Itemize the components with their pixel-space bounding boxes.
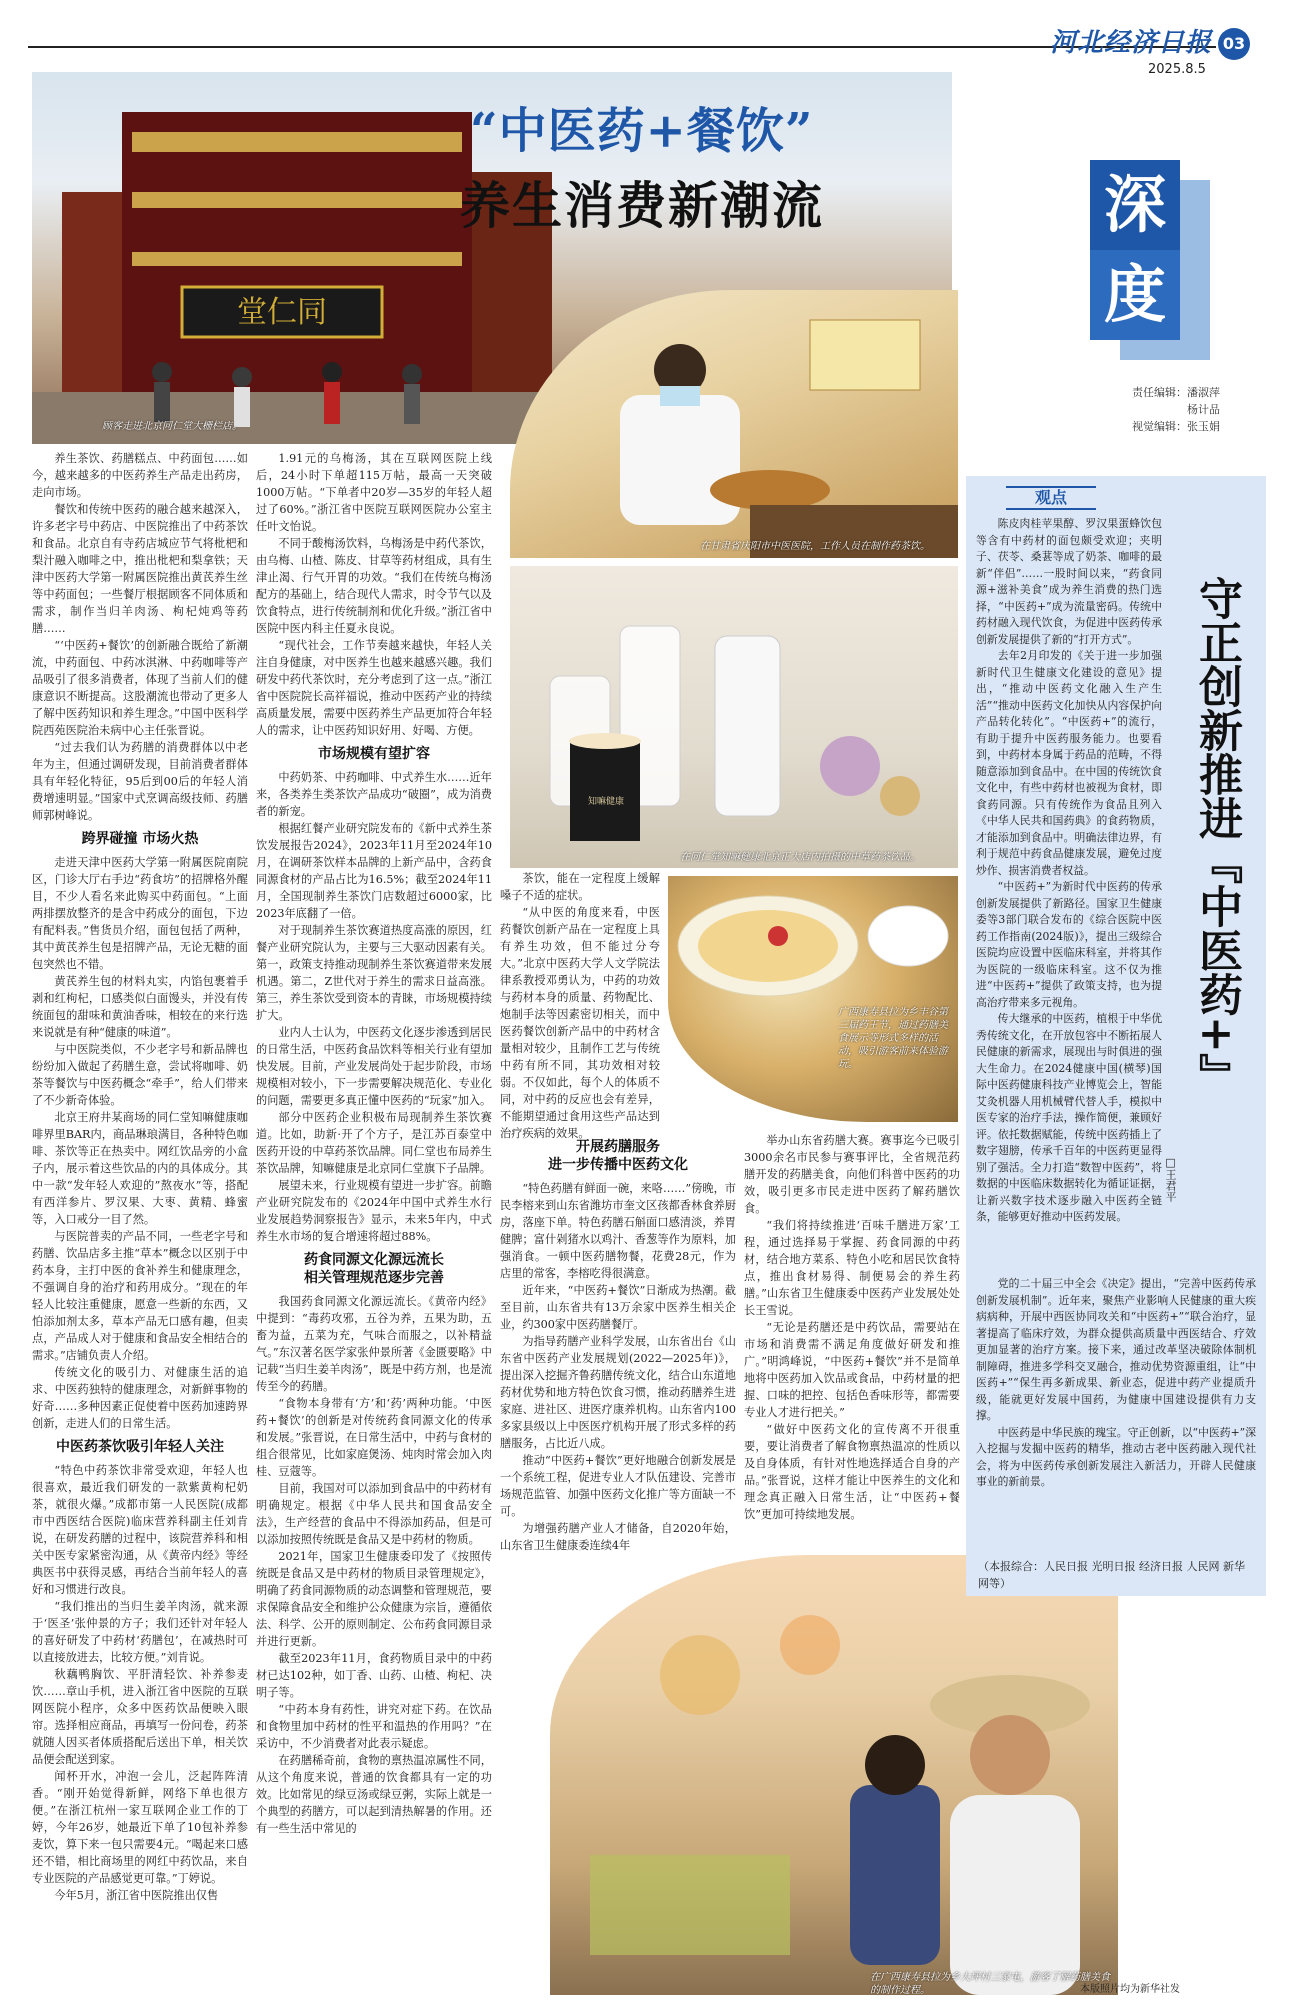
paragraph: 根据红餐产业研究院发布的《新中式养生茶饮发展报告2024》，2023年11月至2024年10月，在调研茶饮样本品牌的上新产品中，含药食同源食材的产品占比为16.5%；截至2024年11月，全国现制养生茶饮门店数超过6000家，比2023年底翻了一倍。: [256, 822, 492, 920]
paragraph: 2021年，国家卫生健康委印发了《按照传统既是食品又是中药材的物质目录管理规定》，明确了药食同源物质的动态调整和管理规范，要求保障食品安全和维护公众健康为宗旨，遵循依法、科学、公开的原则制定、公布药食同源目录并进行更新。: [256, 1550, 492, 1648]
photo-pharmacist-making-tea: [510, 290, 958, 558]
cup-brand: 知嘛健康: [588, 797, 625, 807]
article-column-1: [32, 450, 248, 1998]
article-column-2: [256, 450, 492, 1998]
col1-paras-3: [32, 1462, 248, 1904]
section-badge: [1090, 160, 1210, 370]
headline-line-2: 养生消费新潮流: [460, 176, 824, 235]
photo-medicinal-soup: [668, 876, 958, 1122]
paragraph: “从中医的角度来看，中医药餐饮创新产品在一定程度上具有养生功效，但不能过分夸大。”北京中医药大学人文学院法律系教授邓勇认为，中药的功效与药材本身的质量、药物配比、炮制手法等因素密切相关，而中医药餐饮创新产品中的中药材含量相对较少，且制作工艺与传统中药有所不同，其功效相对较弱。不仅如此，每个人的体质不同，对中药的反应也会有差异，不能期望通过食用这些产品达到治疗疾病的效果。: [500, 906, 660, 1140]
paragraph: “过去我们认为药膳的消费群体以中老年为主，但通过调研发现，目前消费者群体具有年轻化特征，95后到00后的年轻人消费增速明显。”国家中式烹调高级技师、药膳师郭树峰说。: [32, 741, 248, 822]
paragraph: 近年来，“中医药+餐饮”日渐成为热潮。截至目前，山东省共有13万余家中医养生相关企业，约300家中医药膳餐厅。: [500, 1284, 736, 1331]
subhead-medicinal-service-1: 开展药膳服务: [576, 1139, 660, 1155]
paragraph: “特色中药茶饮非常受欢迎，年轻人也很喜欢，最近我们研发的一款紫黄枸杞奶茶，就很火爆。”成都市第一人民医院(成都市中西医结合医院)临床营养科副主任刘肯说，在研发药膳的过程中，该院营养科和相关中医专家紧密沟通，从《黄帝内经》等经典医书中获得灵感，再结合当前年轻人的喜好和习惯进行改良。: [32, 1464, 248, 1596]
col2-paras: [256, 450, 492, 739]
paragraph: 展望未来，行业规模有望进一步扩容。前瞻产业研究院发布的《2024年中国中式养生水行业发展趋势洞察报告》显示，未来5年内，中式养生水市场的复合增速将超过88%。: [256, 1179, 492, 1243]
photo-3-caption: 在同仁堂知嘛健康北京正大店内拍摄的中草药茶饮品。: [680, 852, 920, 863]
paragraph: 推动“中医药+餐饮”更好地融合创新发展是一个系统工程，促进专业人才队伍建设、完善市场规范监管、加强中医药文化推广等方面缺一不可。: [500, 1454, 736, 1518]
soup-illustration: [668, 876, 958, 1122]
article-column-4: [744, 1132, 960, 1552]
opinion-paragraph: 党的二十届三中全会《决定》提出，“完善中医药传承创新发展机制”。近年来，聚焦产业影响人民健康的重大疾病病种，开展中西医协同攻关和“中医药+”“联合治疗，显著提高了临床疗效，为群众提供高质量中西医结合、疗效更加显著的治疗方案。接下来，通过改革坚决破除体制机制障碍，推进多学科交叉融合，推动优势资源重组，让“中医药+”“保生再多新成果、新业态，促进中药产业提质升级，能就更好发展中国药，为健康中国建设提供有力支撑。: [976, 1277, 1256, 1422]
subhead-tea-young: 中医药茶饮吸引年轻人关注: [56, 1439, 224, 1455]
opinion-source: （本报综合：人民日报 光明日报 经济日报 人民网 新华网等）: [978, 1560, 1245, 1590]
top-rule: [28, 46, 1216, 48]
pharmacist-illustration: [510, 290, 958, 558]
photo-1-caption: 顾客走进北京同仁堂大栅栏店。: [102, 421, 242, 432]
article-column-3: [500, 870, 660, 1140]
opinion-label-text: 观点: [1034, 488, 1067, 507]
page-number: 03: [1222, 34, 1246, 53]
photo-5-caption: 在广西康寿县拉为乡大坪村三家屯，游客了解药膳美食的制作过程。: [870, 1972, 1110, 1996]
paragraph: “现代社会，工作节奏越来越快，年轻人关注自身健康，对中医养生也越来越感兴趣。我们研发中药代茶饮时，充分考虑到了这一点。”浙江省中医院院长高祥福说，推动中医药产业的持续高质量发展，需要中医药养生产品更加符合年轻人的需求，让中医药知识好用、好喝、方便。: [256, 639, 492, 737]
svg-text:堂仁同: 堂仁同: [237, 295, 327, 330]
paragraph: 北京王府井某商场的同仁堂知嘛健康咖啡界里BAR内，商品琳琅满目，各种特色咖啡、茶饮等正在热卖中。网红饮品旁的小盒子内，展示着这些饮品的内的具体成分。其中一款“发年轻人欢迎的”熬夜水”等，搭配有西洋参片、罗汉果、大枣、黄精、蜂蜜等，入口戒分一目了然。: [32, 1111, 248, 1226]
opinion-body-upper: [976, 516, 1162, 1276]
paragraph: 与医院普卖的产品不同，一些老字号和药膳、饮品店多主推“草本”概念以区别于中药本身，主打中医的食补养生和健康理念，不强调自身的治疗和药用成分。“现在的年轻人比较注重健康，愿意一些新的东西，又怕添加剂太多，草本产品无口感有趣，但卖点，产品成人对于健康和食品安全相结合的需求。”店铺负责人介绍。: [32, 1230, 248, 1362]
paragraph: 茶饮，能在一定程度上缓解嗓子不适的症状。: [500, 872, 660, 902]
editor-line: 视觉编辑：张玉娟: [1132, 420, 1220, 433]
paragraph: 为增强药膳产业人才储备，自2020年始，山东省卫生健康委连续4年: [500, 1522, 736, 1552]
opinion-paragraph: “中医药+”为新时代中医药的传承创新发展提供了新路径。国家卫生健康委等3部门联合发布的《综合医院中医药工作指南(2024版)》，提出三级综合医院均应设置中医临床科室，并将其作为医院的一级临床科室。这不仅为推进“中医药+”提供了政策支持，也为提高治疗带来多元视角。: [976, 880, 1162, 1009]
paragraph: “食物本身带有‘方’和‘药’两种功能。‘中医药+餐饮’的创新是对传统药食同源文化的传承和发展。”张晋说，在日常生活中，中药与食材的组合很常见，比如家庭煲汤、炖肉时常会加入肉桂、豆蔻等。: [256, 1397, 492, 1478]
paragraph: 为指导药膳产业科学发展，山东省出台《山东省中医药产业发展规划(2022—2025年)》，提出深入挖掘齐鲁药膳传统文化，结合山东道地药材优势和地方特色饮食习惯，推动药膳养生进家庭、进社区、进医疗康养机构。山东省内100多家县级以上中医医疗机构开展了形式多样的药膳服务，占比近八成。: [500, 1335, 736, 1450]
photo-4-caption: [838, 1006, 948, 1071]
paragraph: “我们将持续推进‘百味千膳进万家’工程，通过选择易于掌握、药食同源的中药材，结合地方菜系、特色小吃和居民饮食特点，推出食材易得、制便易会的养生药膳。”山东省卫生健康委中医药产业发展处处长王雪说。: [744, 1219, 960, 1317]
opinion-paragraph: 去年2月印发的《关于进一步加强新时代卫生健康文化建设的意见》提出，“推动中医药文化融入生产生活”“推动中医药文化加快从内容保护向产品转化转化”。“中医药+”的流行，有助于提升中医药服务能力。也要看到，中药材本身属于药品的范畴，不得随意添加到食品中。在中国的传统饮食文化中，有些中药材也被视为食材，即食药同源。只有传统作为食品且列入《中华人民共和国药典》的食药物质，才能添加到食品中。明确法律边界，有利于规范中药食品健康发展，避免过度炒作、损害消费者权益。: [976, 649, 1162, 877]
paragraph: 餐饮和传统中医药的融合越来越深入，许多老字号中药店、中医院推出了中药茶饮和食品。北京自有寺药店城应节气将枇杷和梨汁融入咖啡之中，推出枇杷和梨拿铁；天津中医药大学第一附属医院推出黄芪养生丝等中药面包；一些餐厅根据顾客不同体质和需求，制作当归羊肉汤、枸杞炖鸡等药膳……: [32, 503, 248, 635]
subhead-medicinal-service-2: 进一步传播中医药文化: [548, 1157, 688, 1173]
paragraph: 1.91元的乌梅汤，其在互联网医院上线后，24小时下单超115万帖，最高一天突破1000万帖。“下单者中20岁—35岁的年轻人超过了60%。”浙江省中医院互联网医院办公室主任叶文怡说。: [256, 452, 492, 533]
paragraph: “中药本身有药性，讲究对症下药。在饮品和食物里加中药材的性平和温热的作用吗？”在采访中，不少消费者对此表示疑虑。: [256, 1703, 492, 1750]
paragraph: 今年5月，浙江省中医院推出仅售: [54, 1889, 219, 1902]
col1-paras: [32, 450, 248, 824]
opinion-label: [1006, 486, 1096, 510]
paragraph: 黄芪养生包的材料丸实，内馅包裹着手剥和红枸杞，口感类似白面馒头，并没有传统面包的甜味和黄油香味，相较在的来行选来说就是有种“健康的味道”。: [32, 975, 248, 1039]
opinion-paragraph: 陈皮肉桂苹果醇、罗汉果蛋蜂饮包等含有中药材的面包颇受欢迎；夹明子、茯苓、桑葚等成了奶茶、咖啡的最新“伴侣”……一股时间以来，“药食同源+滋补美食”成为养生消费的热门选择，“中医药+”成为流量密码。传统中药材融入现代饮食，为促进中医药传承创新发展提供了新的“打开方式”。: [976, 517, 1162, 646]
paragraph: 部分中医药企业积极布局现制养生茶饮赛道。比如，助新·开了个方子，是江苏百泰堂中医药开设的中草药茶饮品牌。同仁堂也布局养生茶饮品牌，知嘛健康是北京同仁堂旗下子品牌。: [256, 1111, 492, 1175]
section-char-2: 度: [1090, 250, 1180, 340]
opinion-paragraph: 传大继承的中医药，植根于中华优秀传统文化，在开放包容中不断拓展人民健康的新需求，展现出与时俱进的强大生命力。在2024健康中国(横琴)国际中医药健康科技产业博览会上，智能艾灸机器人用机械臂代替人手，模拟中医专家的治疗手法，操作简便，兼顾好评。依托数据赋能，传统中医药插上了数字翅膀，传承千百年的中医药更显得别了强活。全力打造“数智中医药”，将数据的中医临床数据转化为循证证据，让新兴数字技术逐步融入中医药全链条，能够更好推动中医药发展。: [976, 1012, 1162, 1223]
editors-box: [1090, 384, 1220, 435]
col4-paras: [744, 1132, 960, 1523]
photo-credit: 本版照片均为新华社发: [1080, 1984, 1180, 1995]
paragraph: 举办山东省药膳大赛。赛事迄今已吸引3000余名市民参与赛事评比，全省规范药膳开发的药膳美食，向他们科普中医药的功效，吸引更多市民走进中医药了解药膳饮食。: [744, 1134, 960, 1215]
paragraph: 中药奶茶、中药咖啡、中式养生水……近年来，各类养生类茶饮产品成功“破圈”，成为消费者的新宠。: [256, 771, 492, 818]
subhead-food-medicine-2: 相关管理规范逐步完善: [304, 1270, 444, 1286]
col3-paras-2: [500, 1180, 736, 1554]
opinion-title: 守正创新推进『中医药+』: [1191, 576, 1242, 1097]
headline-line-1: “中医药+餐饮”: [470, 103, 814, 159]
market-illustration: [550, 1555, 1118, 1995]
masthead-name: 河北经济日报: [1050, 28, 1213, 58]
subhead-cross-border: 跨界碰撞 市场火热: [81, 831, 199, 847]
paragraph: “特色药膳有鲜面一碗，来咯……”傍晚，市民李榕来到山东省潍坊市奎文区孩都香林食养厨房，落座下单。特色药膳石斛面口感清淡，养胃健脾；富什剁猪水以鸡汁、香葱等作为原料，加强消食。一顿中医药膳物餐，花费28元，作为店里的常客，李榕吃得很满意。: [500, 1182, 736, 1280]
editor-line: 责任编辑：潘淑萍: [1132, 386, 1220, 399]
paragraph: 在药膳稀奇前，食物的禀热温凉属性不同，从这个角度来说，普通的饮食都具有一定的功效。比如常见的绿豆汤或绿豆粥，实际上就是一个典型的药膳方，可以起到清热解暑的作用。还有一些生活中常见的: [256, 1754, 492, 1835]
paragraph: 闻杯开水，冲泡一会儿，泛起阵阵清香。“刚开始觉得新鲜，网络下单也很方便。”在浙江杭州一家互联网企业工作的丁婷，今年26岁，她最近下单了10包补养参麦饮，算下来一包只需要4元。“喝起来口感还不错，相比商场里的网红中药饮品，来自专业医院的产品感觉更可靠。”丁婷说。: [32, 1770, 248, 1885]
opinion-box: [966, 476, 1266, 1596]
paragraph: 传统文化的吸引力、对健康生活的追求、中医药独特的健康理念，对新鲜事物的好奇……多种因素正促使着中医药加速跨界创新，走进人们的日常生活。: [32, 1366, 248, 1430]
col3-paras: [500, 870, 660, 1142]
paragraph: 走进天津中医药大学第一附属医院南院区，门诊大厅右手边“药食坊”的招牌格外醒目，不少人看名来此购买中药面包。“上面两排摆放整齐的是含中药成分的面包，下边有配料表。”售货员介绍，面包包括了两种，其中黄芪养生包是招牌产品，无论无糖的面包突然也不错。: [32, 856, 248, 971]
page-number-badge: [1218, 28, 1250, 60]
paragraph: 与中医院类似，不少老字号和新品牌也纷纷加入做起了药膳生意，尝试将咖啡、奶茶等餐饮与中医药概念“牵手”，给人们带来了不少新奇体验。: [32, 1043, 248, 1107]
paragraph: “‘中医药+餐饮’的创新融合既给了新潮流，中药面包、中药冰淇淋、中药咖啡等产品吸引了很多消费者，体现了当前人们的健康意识不断提高。这股潮流也带动了更多人了解中医药知识和养生理念。”中国中医科学院西苑医院治未病中心主任张晋说。: [32, 639, 248, 737]
paragraph: “我们推出的当归生姜羊肉汤，就来源于‘医圣’张仲景的方子；我们还针对年轻人的喜好研发了中药材‘药膳包’，在减热时可以直接放进去，比较方便。”刘肯说。: [32, 1600, 248, 1664]
col2-paras-3: [256, 1293, 492, 1837]
article-column-3-lower: [500, 1132, 736, 1552]
paragraph: 对于现制养生茶饮赛道热度高涨的原因，红餐产业研究院认为，主要与三大驱动因素有关。第一，政策支持推动现制养生茶饮赛道带来发展机遇。第二，Z世代对于养生的需求日益高涨。第三，养生茶饮受到资本的青睐，市场规模持续扩大。: [256, 924, 492, 1022]
opinion-body-lower: [976, 1276, 1256, 1556]
photo-herbal-drinks: [510, 566, 958, 868]
paragraph: “无论是药膳还是中药饮品，需要站在市场和消费需不满足角度做好研发和推广。”明鸿峰说，“中医药+餐饮”并不是简单地将中医药加入饮品或食品，中药材量的把握、口味的把控、包括色香味形等，都需要专业人才进行把关。”: [744, 1321, 960, 1419]
paragraph: 我国药食同源文化源远流长。《黄帝内经》中提到：“毒药攻邪，五谷为养，五果为助，五畜为益，五菜为充，气味合而服之，以补精益气。”东汉著名医学家张仲景所著《金匮要略》中记载“当归生姜羊肉汤”，既是中药方剂，也是流传至今的药膳。: [256, 1295, 492, 1393]
subhead-food-medicine-1: 药食同源文化源远流长: [304, 1252, 444, 1268]
photo-medicinal-food-market: [550, 1555, 1118, 1995]
paragraph: 秋藕鸭胸饮、平肝清轻饮、补养参麦饮……章山手机，进入浙江省中医院的互联网医院小程序，众多中医药饮品便映入眼帘。选择相应商品，再填写一份问卷，药茶就随人因买者体质搭配后送出下单，相关饮品便会配送到家。: [32, 1668, 248, 1766]
photo-2-caption: 在甘肃省庆阳市中医医院，工作人员在制作药茶饮。: [700, 541, 930, 552]
subhead-market-scale: 市场规模有望扩容: [318, 746, 430, 762]
col1-paras-2: [32, 854, 248, 1432]
section-char-1: 深: [1090, 160, 1180, 250]
herbal-drinks-illustration: [510, 566, 958, 868]
paragraph: 养生茶饮、药膳糕点、中药面包……如今，越来越多的中医药养生产品走出药房，走向市场。: [32, 452, 248, 499]
paragraph: 目前，我国对可以添加到食品中的中药材有明确规定。根据《中华人民共和国食品安全法》，生产经营的食品中不得添加药品，但是可以添加按照传统既是食品又是中药材的物质。: [256, 1482, 492, 1546]
opinion-paragraph: 中医药是中华民族的瑰宝。守正创新，以“中医药+”深入挖掘与发掘中医药的精华，推动古老中医药融入现代社会，将为中医药传承创新发展注入新活力，开辟人民健康事业的新前景。: [976, 1425, 1256, 1488]
paragraph: 截至2023年11月，食药物质目录中的中药材已达102种，如丁香、山药、山楂、枸杞、决明子等。: [256, 1652, 492, 1699]
opinion-author: □王君平: [1164, 1156, 1177, 1202]
paragraph: “做好中医药文化的宣传离不开很重要，要让消费者了解食物禀热温凉的性质以及自身体质，有针对性地选择适合自身的产品。”张晋说，这样才能让中医养生的文化和理念真正融入日常生活，让“中医药+餐饮”更加可持续地发展。: [744, 1423, 960, 1521]
subhead-medicinal-service: [500, 1138, 736, 1174]
col2-paras-2: [256, 769, 492, 1245]
photo-4-caption-text: 广西康寿县拉为乡丰谷第三届药王节，通过药膳美食展示等形式多样的活动，吸引游客前来体验游玩。: [838, 1007, 948, 1070]
paragraph: 业内人士认为，中医药文化逐步渗透到居民的日常生活，中医药食品饮料等相关行业有望加快发展。目前，产业发展尚处于起步阶段，市场规模相对较小，下一步需要解决规范化、专业化的问题，需要更多真正懂中医药的“玩家”加入。: [256, 1026, 492, 1107]
subhead-food-medicine: [256, 1251, 492, 1287]
paragraph: 不同于酸梅汤饮料，乌梅汤是中药代茶饮，由乌梅、山楂、陈皮、甘草等药材组成，具有生津止渴、行气开胃的功效。“我们在传统乌梅汤配方的基础上，结合现代人需求，时令节气以及饮食特点，进行传统制剂和优化升级。”浙江省中医院中医内科主任夏永良说。: [256, 537, 492, 635]
editor-line: 杨计品: [1187, 403, 1220, 416]
issue-date: 2025.8.5: [1148, 62, 1206, 77]
